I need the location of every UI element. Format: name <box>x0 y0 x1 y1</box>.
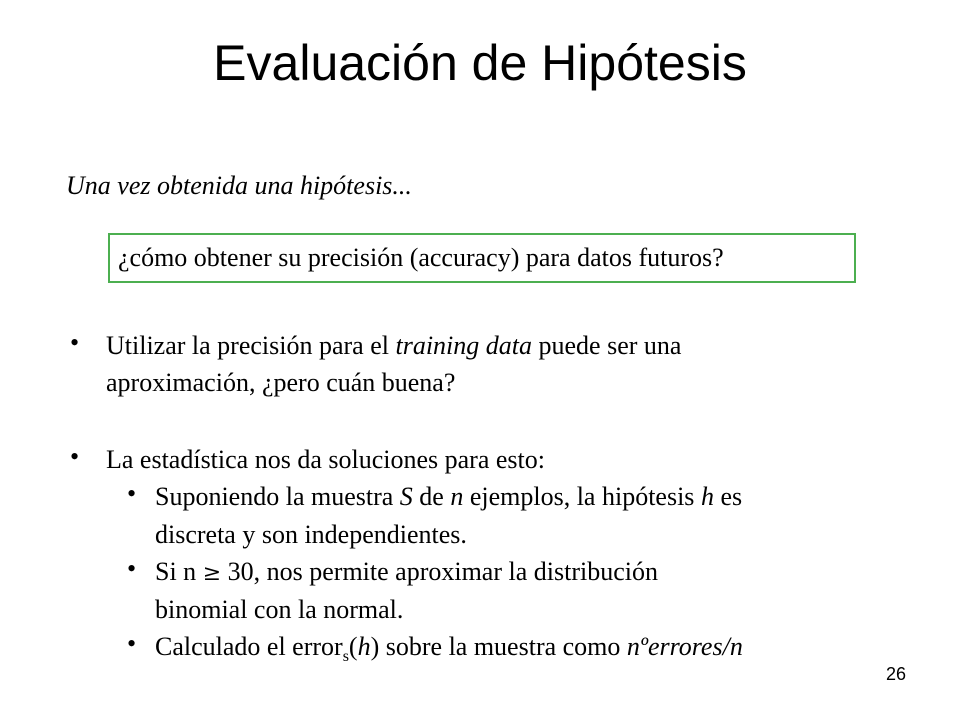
text-span: Suponiendo la muestra <box>155 482 400 511</box>
page-number: 26 <box>885 664 906 684</box>
geq-symbol: ≥ <box>202 561 222 586</box>
emphasis-text: training data <box>395 331 532 360</box>
bullet-line <box>155 553 895 591</box>
question-box <box>108 233 856 283</box>
text-span: ) sobre la muestra como <box>370 632 627 661</box>
variable-h: h <box>357 632 371 661</box>
bullet-line: binomial con la normal. <box>155 595 404 624</box>
bullet-dot: • <box>127 479 137 508</box>
variable-h: h <box>700 482 714 511</box>
bullet-dot: • <box>70 442 80 471</box>
bullet-text <box>106 327 866 401</box>
sub-bullet-text <box>155 628 895 666</box>
bullet-dot: • <box>127 554 137 583</box>
subscript-s: s <box>342 648 349 665</box>
text-span: Utilizar la precisión para el <box>106 331 396 360</box>
intro-text: Una vez obtenida una hipótesis... <box>66 171 412 200</box>
question-text: ¿cómo obtener su precisión (accuracy) para datos futuros? <box>118 243 724 273</box>
variable-n: n <box>450 482 464 511</box>
bullet-line <box>106 327 866 364</box>
text-span: ejemplos, la hipótesis <box>463 482 701 511</box>
bullet-line <box>155 478 895 516</box>
bullet-line: discreta y son independientes. <box>155 520 467 549</box>
bullet-line: La estadística nos da soluciones para esto: <box>106 445 545 474</box>
error-formula: nºerrores/n <box>626 632 743 661</box>
bullet-text <box>106 441 866 478</box>
bullet-line: aproximación, ¿pero cuán buena? <box>106 368 456 397</box>
text-span: puede ser una <box>532 331 682 360</box>
sub-bullet-text <box>155 553 895 629</box>
bullet-dot: • <box>70 328 80 357</box>
text-span: es <box>713 482 743 511</box>
text-span: Calculado el error <box>155 632 343 661</box>
slide-title: Evaluación de Hipótesis <box>213 35 747 91</box>
bullet-line <box>155 628 895 666</box>
bullet-dot: • <box>127 629 137 658</box>
text-span: de <box>412 482 451 511</box>
variable-s: S <box>399 482 413 511</box>
sub-bullet-text <box>155 478 895 554</box>
text-span: Si n <box>155 557 203 586</box>
text-span: ( <box>348 632 358 661</box>
text-span: 30, nos permite aproximar la distribución <box>221 557 658 586</box>
